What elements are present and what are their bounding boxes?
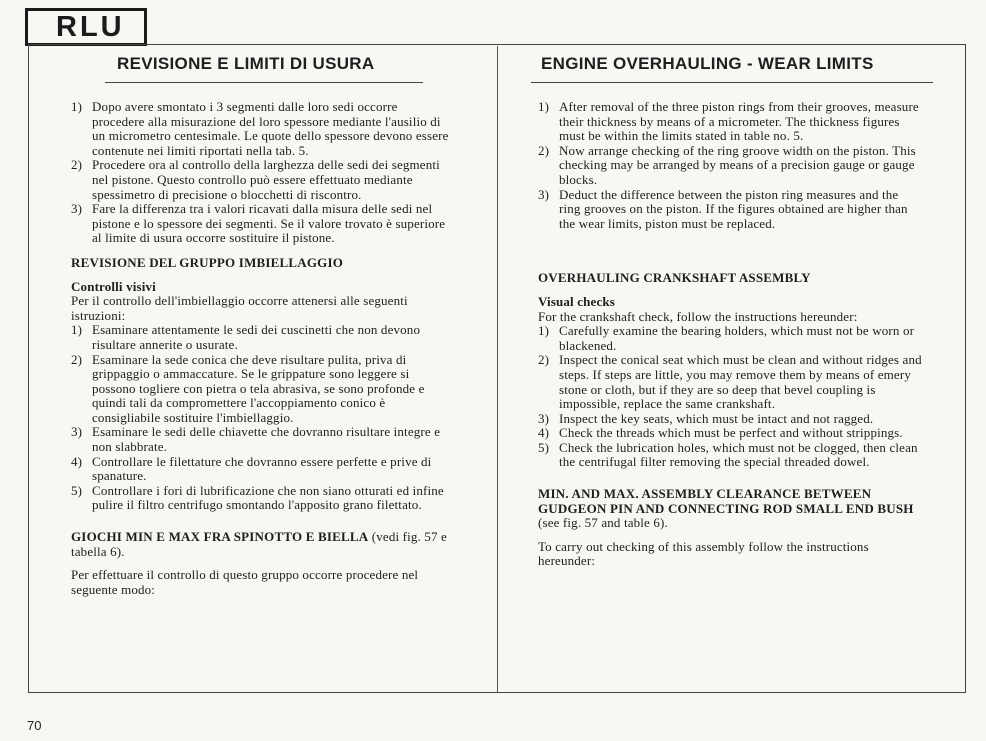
list-item (538, 324, 922, 353)
left-section-clearance-ref: (vedi fig. 57 e tabella 6). (71, 529, 447, 559)
item-text: Esaminare le sedi delle chiavette che dovranno risultare integre e non slabbrate. (92, 424, 441, 455)
list-item (71, 158, 453, 202)
left-section-clearance-title: GIOCHI MIN E MAX FRA SPINOTTO E BIELLA (71, 529, 369, 545)
column-divider (497, 46, 498, 692)
list-item (538, 426, 922, 441)
frame-bottom-rule (28, 692, 966, 693)
item-number: 1) (538, 323, 550, 339)
item-number: 3) (538, 186, 550, 202)
item-number: 5) (538, 439, 550, 455)
item-text: Carefully examine the bearing holders, which must not be worn or blackened. (559, 323, 915, 353)
item-text: Esaminare la sede conica che deve risultare pulita, priva di grippaggio o ammaccature. Se le grippature sono leggere si possono togliere con pietra o tela abrasiva, se sono profonde e quindi tali da compromettere l'accoppiamento conico è consigliabile sostituire l'imbiellaggio. (92, 351, 425, 425)
item-text: Procedere ora al controllo della larghezza delle sedi dei segmenti nel pistone. Questo controllo può essere effettuato mediante spessimetro di precisione o blocchetti di riscontro. (92, 157, 440, 202)
list-item (538, 353, 922, 411)
list-item (538, 441, 922, 470)
frame-top-rule (28, 44, 966, 45)
left-clearance-intro: Per effettuare il controllo di questo gruppo occorre procedere nel seguente modo: (71, 567, 419, 597)
item-number: 3) (538, 410, 550, 426)
item-text: Deduct the difference between the piston ring measures and the ring grooves on the piston. If the figures obtained are higher than the wear limits, piston must be replaced. (559, 186, 908, 231)
item-text: Inspect the key seats, which must be intact and not ragged. (559, 410, 874, 426)
item-text: Fare la differenza tra i valori ricavati dalla misura delle sedi nel pistone e lo spessore dei segmenti. Se il valore trovato è superiore al limite di usura occorre sostituire il pistone. (92, 201, 446, 246)
right-column (538, 100, 922, 569)
right-checks-list (538, 324, 922, 470)
frame-left-rule (28, 44, 29, 692)
item-number: 2) (538, 142, 550, 158)
right-section-crankshaft-title: OVERHAULING CRANKSHAFT ASSEMBLY (538, 270, 811, 286)
list-item (538, 100, 922, 144)
right-visual-checks-subtitle: Visual checks (538, 293, 615, 309)
item-text: After removal of the three piston rings from their grooves, measure their thickness by means of a micrometer. The thickness figures must be within the limits stated in table no. 5. (559, 99, 919, 144)
item-number: 5) (71, 482, 83, 498)
item-number: 1) (71, 322, 83, 338)
right-crankshaft-intro: For the crankshaft check, follow the instructions hereunder: (538, 308, 858, 324)
item-number: 2) (538, 352, 550, 368)
right-section-clearance-title: MIN. AND MAX. ASSEMBLY CLEARANCE BETWEEN GUDGEON PIN AND CONNECTING ROD SMALL END BUSH (538, 486, 914, 516)
item-number: 2) (71, 157, 83, 173)
item-number: 4) (538, 425, 550, 441)
rlu-logo: RLU (25, 8, 147, 46)
left-heading-rule (105, 82, 423, 83)
item-number: 3) (71, 201, 83, 217)
list-item (71, 425, 453, 454)
item-text: Dopo avere smontato i 3 segmenti dalle loro sedi occorre procedere alla misurazione del loro spessore mediante l'ausilio di un micrometro centesimale. Le quote dello spessore devono essere contenute nei limiti riportati nella tab. 5. (92, 99, 449, 158)
list-item (71, 323, 453, 352)
right-heading-rule (531, 82, 933, 83)
list-item (71, 353, 453, 426)
item-number: 1) (538, 99, 550, 114)
list-item (71, 100, 453, 158)
frame-right-rule (965, 44, 966, 692)
item-text: Check the threads which must be perfect and without strippings. (559, 425, 903, 441)
item-text: Esaminare attentamente le sedi dei cuscinetti che non devono risultare annerite o usurate. (92, 322, 421, 352)
left-column (71, 100, 453, 597)
right-intro-list (538, 100, 922, 231)
item-text: Now arrange checking of the ring groove width on the piston. This checking may be arranged by means of a precision gauge or gauge blocks. (559, 142, 916, 187)
right-section-clearance (538, 487, 922, 531)
left-checks-list (71, 323, 453, 513)
item-text: Controllare le filettature che dovranno essere perfette e prive di spanature. (92, 453, 432, 484)
list-item (538, 144, 922, 188)
left-section-crankshaft-title: REVISIONE DEL GRUPPO IMBIELLAGGIO (71, 254, 344, 270)
left-heading: REVISIONE E LIMITI DI USURA (117, 54, 375, 73)
right-clearance-intro: To carry out checking of this assembly follow the instructions hereunder: (538, 538, 869, 569)
list-item (71, 455, 453, 484)
left-section-clearance (71, 530, 453, 559)
left-crankshaft-intro: Per il controllo dell'imbiellaggio occorre attenersi alle seguenti istruzioni: (71, 293, 408, 323)
item-text: Inspect the conical seat which must be clean and without ridges and steps. If steps are little, you may remove them by means of emery stone or cloth, but if they are so deep that bevel coupling is impossible, replace the same crankshaft. (559, 352, 922, 412)
left-visual-checks-subtitle: Controlli visivi (71, 278, 156, 294)
list-item (538, 412, 922, 427)
item-text: Check the lubrication holes, which must not be clogged, then clean the centrifugal filter removing the special threaded dowel. (559, 439, 918, 470)
right-heading: ENGINE OVERHAULING - WEAR LIMITS (541, 54, 874, 73)
left-intro-list (71, 100, 453, 246)
list-item (71, 484, 453, 513)
item-number: 3) (71, 424, 83, 440)
right-section-clearance-ref: (see fig. 57 and table 6). (538, 515, 668, 531)
list-item (538, 188, 922, 232)
page-number: 70 (27, 718, 42, 733)
list-item (71, 202, 453, 246)
item-number: 2) (71, 351, 83, 367)
item-number: 1) (71, 99, 83, 114)
item-number: 4) (71, 453, 83, 469)
item-text: Controllare i fori di lubrificazione che non siano otturati ed infine pulire il filtro centrifugo smontando l'apposito grano filettato. (92, 482, 444, 513)
